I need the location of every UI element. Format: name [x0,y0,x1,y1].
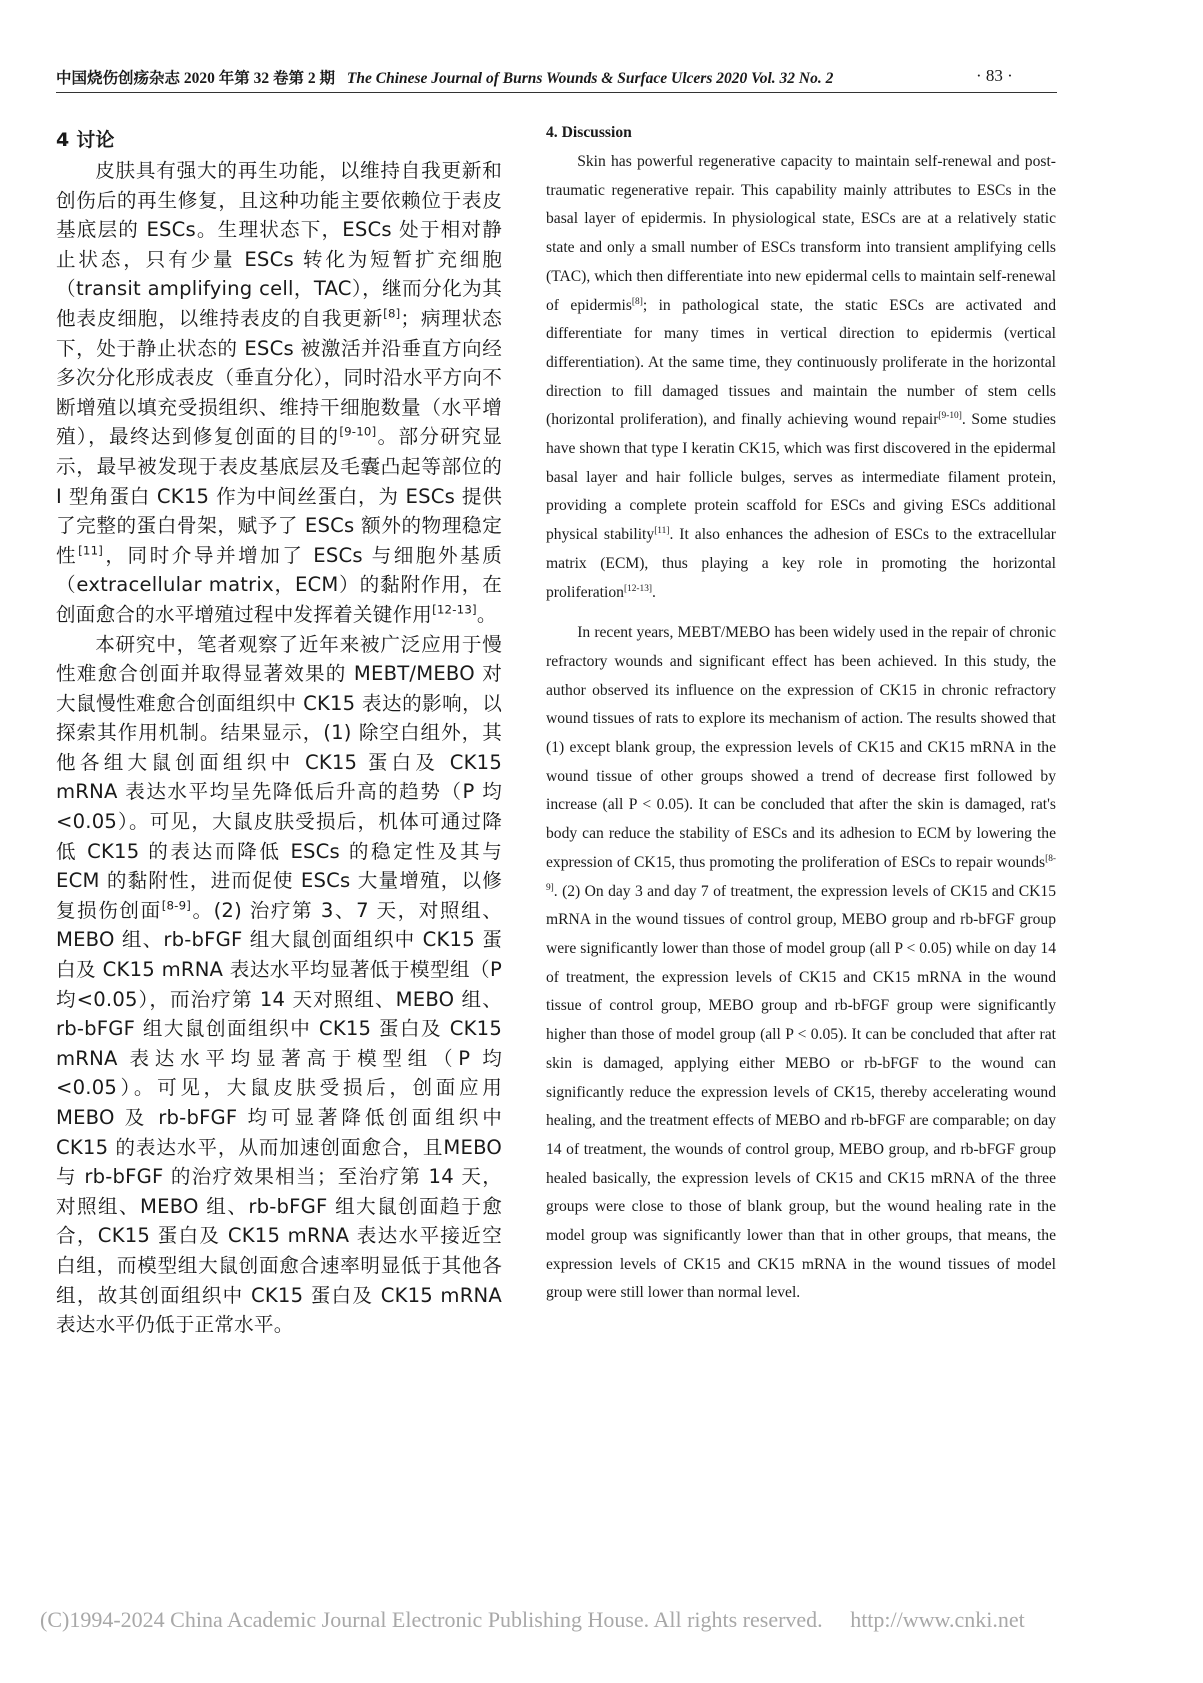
citation: [8] [383,306,401,321]
citation: [8-9] [161,898,192,913]
paragraph-zh-2: 本研究中，笔者观察了近年来被广泛应用于慢性难愈合创面并取得显著效果的 MEBT/MEBO 对大鼠慢性难愈合创面组织中 CK15 表达的影响，以探索其作用机制。结果显示，(1) 除空白组外，其他各组大鼠创面组织中 CK15 蛋白及 CK15 mRNA 表达水平均呈先降低后升高的趋势（P 均<0.05）。可见，大鼠皮肤受损后，机体可通过降低 CK15 的表达而降低 ESCs 的稳定性及其与 ECM 的黏附性，进而促使 ESCs 大量增殖，以修复损伤创面[8-9]。(2) 治疗第 3、7 天，对照组、MEBO 组、rb-bFGF 组大鼠创面组织中 CK15 蛋白及 CK15 mRNA 表达水平均显著低于模型组（P 均<0.05），而治疗第 14 天对照组、MEBO 组、rb-bFGF 组大鼠创面组织中 CK15 蛋白及 CK15 mRNA 表达水平均显著高于模型组（P 均<0.05）。可见，大鼠皮肤受损后，创面应用 MEBO 及 rb-bFGF 均可显著降低创面组织中 CK15 的表达水平，从而加速创面愈合，且MEBO与 rb-bFGF 的治疗效果相当；至治疗第 14 天，对照组、MEBO 组、rb-bFGF 组大鼠创面趋于愈合，CK15 蛋白及 CK15 mRNA 表达水平接近空白组，而模型组大鼠创面愈合速率明显低于其他各组，故其创面组织中 CK15 蛋白及 CK15 mRNA 表达水平仍低于正常水平。 [56,632,503,1337]
paragraph-en-2: In recent years, MEBT/MEBO has been widely used in the repair of chronic refractory wounds and significant effect has been achieved. In this study, the author observed its influence on the expression of CK15 in chronic refractory wound tissues of rats to explore its mechanism of action. The results showed that (1) except blank group, the expression levels of CK15 and CK15 mRNA in the wound tissue of other groups showed a trend of decrease first followed by increase (all P < 0.05). It can be concluded that after the skin is damaged, rat's body can reduce the stability of ESCs and its adhesion to ECM by lowering the expression of CK15, thus promoting the proliferation of ESCs to repair wounds[8-9]. (2) On day 3 and day 7 of treatment, the expression levels of CK15 and CK15 mRNA in the wound tissues of control group, MEBO group and rb-bFGF group were significantly lower than those of model group (all P < 0.05) while on day 14 of treatment, the expression levels of CK15 and CK15 mRNA in the wound tissue of control group, MEBO group and rb-bFGF group were significantly higher than those of model group (all P < 0.05). It can be concluded that after rat skin is damaged, applying either MEBO or rb-bFGF to the wound can significantly reduce the expression levels of CK15, thereby accelerating wound healing, and the treatment effects of MEBO and rb-bFGF are comparable; on day 14 of treatment, the wounds of control group, MEBO group, and rb-bFGF group healed basically, the expression levels of CK15 and CK15 mRNA of the three groups were close to those of blank group, but the wound healing rate in the model group was significantly lower than that in other groups, that means, the expression levels of CK15 and CK15 mRNA in the wound tissues of model group were still lower than normal level. [546,624,1056,1302]
header-rule [56,92,1057,93]
citation: [12-13] [623,583,653,594]
cnki-url: http://www.cnki.net [850,1607,1025,1632]
citation: [8-9] [546,853,1056,893]
section-heading-zh: 4 讨论 [56,129,115,151]
citation: [9-10] [339,424,377,439]
page-number: · 83 · [976,66,1013,85]
citation: [11] [654,525,670,536]
copyright-watermark [40,1607,1140,1633]
citation: [11] [78,543,104,558]
running-header [56,66,1056,88]
citation: [12-13] [432,602,477,617]
paragraph-en-1: Skin has powerful regenerative capacity to maintain self-renewal and post-traumatic regenerative repair. This capability mainly attributes to ESCs in the basal layer of epidermis. In physiological state, ESCs are at a relatively static state and only a small number of ESCs transform into transient amplifying cells (TAC), which then differentiate into new epidermal cells to maintain self-renewal of epidermis[8]; in pathological state, the static ESCs are activated and differentiate for many times in vertical direction to epidermis (vertical differentiation). At the same time, they continuously proliferate in the horizontal direction to fill damaged tissues and maintain the number of stem cells (horizontal proliferation), and finally achieving wound repair[9-10]. Some studies have shown that type I keratin CK15, which was first discovered in the epidermal basal layer and hair follicle bulges, serves as intermediate filament protein, providing a complete protein scaffold for ESCs and giving ESCs additional physical stability[11]. It also enhances the adhesion of ESCs to the extracellular matrix (ECM), thus playing a key role in promoting the horizontal proliferation[12-13]. [546,153,1056,601]
journal-title-zh: 中国烧伤创疡杂志 2020 年第 32 卷第 2 期 [56,70,336,87]
chinese-column [56,126,502,1340]
english-column [546,122,1056,1308]
citation: [9-10] [938,411,962,422]
journal-title-en: The Chinese Journal of Burns Wounds & Surface Ulcers 2020 Vol. 32 No. 2 [346,70,834,87]
citation: [8] [631,296,643,307]
paragraph-zh-1: 皮肤具有强大的再生功能，以维持自我更新和创伤后的再生修复，且这种功能主要依赖位于表皮基底层的 ESCs。生理状态下，ESCs 处于相对静止状态，只有少量 ESCs 转化为短暂扩充细胞（transit amplifying cell，TAC），继而分化为其他表皮细胞，以维持表皮的自我更新[8]；病理状态下，处于静止状态的 ESCs 被激活并沿垂直方向经多次分化形成表皮（垂直分化），同时沿水平方向不断增殖以填充受损组织、维持干细胞数量（水平增殖），最终达到修复创面的目的[9-10]。部分研究显示，最早被发现于表皮基底层及毛囊凸起等部位的 I 型角蛋白 CK15 作为中间丝蛋白，为 ESCs 提供了完整的蛋白骨架，赋予了 ESCs 额外的物理稳定性[11]，同时介导并增加了 ESCs 与细胞外基质（extracellular matrix，ECM）的黏附作用，在创面愈合的水平增殖过程中发挥着关键作用[12-13]。 [56,159,503,626]
section-heading-en: 4. Discussion [546,124,632,141]
copyright-text: (C)1994-2024 China Academic Journal Electronic Publishing House. All rights reserved. [40,1607,823,1632]
